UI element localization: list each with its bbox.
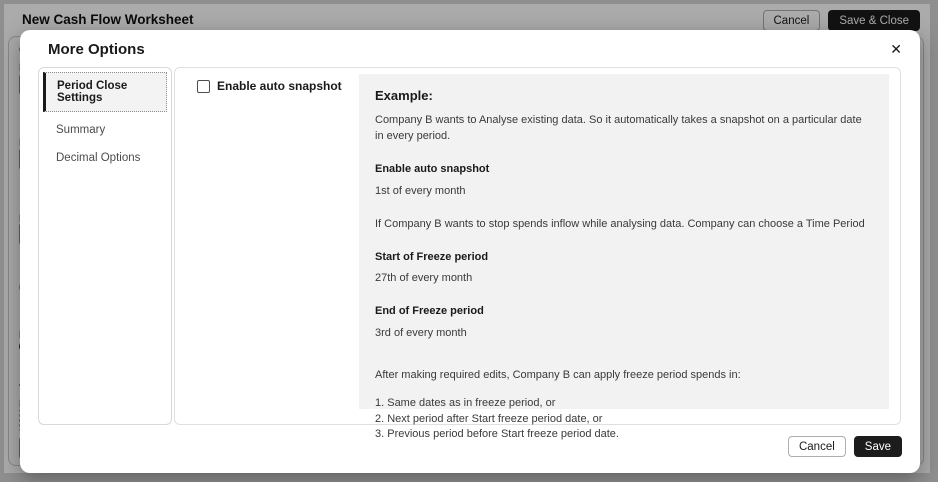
example-note: If Company B wants to stop spends inflow while analysing data. Company can choose a Time Period (375, 217, 865, 230)
example-section-title: Start of Freeze period (375, 250, 489, 263)
example-intro: Company B wants to Analyse existing data. So it automatically takes a snapshot on a particular date in every period. (375, 113, 862, 142)
close-icon[interactable]: ✕ (886, 38, 906, 60)
example-section-value: 27th of every month (375, 272, 473, 285)
dialog-footer (788, 436, 902, 457)
example-section-title: End of Freeze period (375, 305, 484, 318)
example-option: 1. Same dates as in freeze period, or (375, 397, 556, 410)
more-options-dialog (20, 30, 920, 473)
example-section-title: Enable auto snapshot (375, 162, 490, 175)
dialog-title: More Options (48, 41, 145, 58)
cancel-button[interactable]: Cancel (763, 10, 821, 31)
dialog-sidebar (38, 67, 172, 425)
example-apply-note: After making required edits, Company B can apply freeze period spends in: (375, 369, 741, 382)
enable-auto-snapshot-checkbox[interactable] (197, 80, 210, 93)
example-heading: Example: (375, 88, 433, 103)
save-and-close-button[interactable]: Save & Close (828, 10, 920, 31)
enable-auto-snapshot-label: Enable auto snapshot (217, 79, 342, 93)
example-option: 3. Previous period before Start freeze period date. (375, 428, 619, 440)
example-section-value: 1st of every month (375, 184, 466, 197)
example-panel (359, 74, 889, 440)
page-title: New Cash Flow Worksheet (22, 12, 194, 27)
sidebar-item-decimal-options[interactable]: Decimal Options (56, 152, 141, 164)
sidebar-item-summary[interactable]: Summary (56, 124, 106, 136)
dialog-content-panel (174, 67, 901, 440)
sidebar-item-period-close-settings[interactable]: Period Close Settings (43, 72, 167, 112)
enable-auto-snapshot-row[interactable] (197, 79, 342, 93)
dialog-save-button[interactable]: Save (854, 436, 902, 457)
dialog-cancel-button[interactable]: Cancel (788, 436, 846, 457)
example-section-value: 3rd of every month (375, 327, 467, 340)
example-option: 2. Next period after Start freeze period date, or (375, 412, 603, 425)
